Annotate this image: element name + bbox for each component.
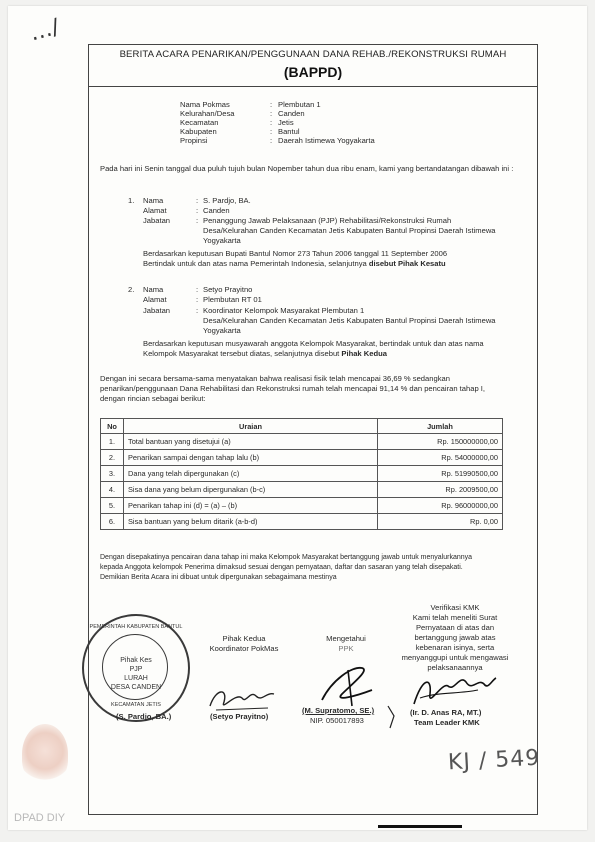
title-divider	[88, 86, 538, 87]
party-1-position: Penanggung Jawab Pelaksanaan (PJP) Rehabilitasi/Rekonstruksi Rumah	[203, 216, 452, 225]
location-value: Bantul	[278, 127, 300, 136]
party-2-address: Plembutan RT 01	[203, 295, 262, 304]
location-value: Daerah Istimewa Yogyakarta	[278, 136, 375, 145]
stamp-text: DESA CANDEN	[110, 684, 162, 691]
party-1-position: Yogyakarta	[203, 236, 241, 245]
row-number: 6.	[101, 514, 124, 530]
stamp-ring-text: PEMERINTAH KABUPATEN BANTUL	[89, 624, 183, 630]
row-amount: Rp. 150000000,00	[378, 434, 503, 450]
handwritten-reference: KJ / 549	[447, 745, 541, 776]
closing-line: Dengan disepakatinya pencairan dana tahap ini maka Kelompok Masyarakat bertanggung jawab untuk menyalurkannya	[100, 554, 473, 561]
pihak-kedua-title: Pihak Kedua	[222, 634, 266, 643]
party-2-position: Koordinator Kelompok Masyarakat Plembutan 1	[203, 306, 365, 315]
colon: :	[270, 136, 273, 145]
party-2-name: Setyo Prayitno	[203, 285, 253, 294]
row-description: Penarikan sampai dengan tahap lalu (b)	[124, 450, 378, 466]
statement-line: dengan rincian sebagai berikut:	[100, 394, 206, 403]
statement-line: penarikan/penggunaan Dana Rehabilitasi dan Rekonstruksi rumah telah mencapai 91,14 % dan pencairan tahap I,	[100, 384, 486, 393]
party-2-designation: Pihak Kedua	[341, 349, 387, 358]
location-label: Kabupaten	[180, 127, 217, 136]
row-description: Total bantuan yang disetujui (a)	[124, 434, 378, 450]
party-1-designation: disebut Pihak Kesatu	[368, 259, 446, 268]
verifikasi-line: bertanggung jawab atas	[414, 633, 496, 642]
closing-line: Demikian Berita Acara ini dibuat untuk dipergunakan sebagaimana mestinya	[100, 574, 337, 581]
row-number: 4.	[101, 482, 124, 498]
table-header-row	[101, 419, 503, 434]
row-number: 3.	[101, 466, 124, 482]
ppk-name: (M. Supratomo, SE.)	[302, 706, 375, 715]
field-label: Jabatan	[143, 306, 171, 315]
stamp-text: PJP	[129, 666, 143, 673]
column-header: Uraian	[124, 419, 378, 434]
colon: :	[270, 100, 273, 109]
rincian-table	[100, 418, 503, 530]
archive-logo	[22, 724, 68, 784]
pihak-kedua-role: Koordinator PokMas	[209, 644, 279, 653]
row-amount: Rp. 96000000,00	[378, 498, 503, 514]
intro-paragraph: Pada hari ini Senin tanggal dua puluh tujuh bulan Nopember tahun dua ribu enam, kami yang bertandatangan dibawah ini :	[100, 164, 514, 173]
colon: :	[196, 285, 199, 294]
party-1-name: S. Pardjo, BA.	[203, 196, 251, 205]
location-value: Plembutan 1	[278, 100, 321, 109]
verifikasi-line: menyanggupi untuk mengawasi	[401, 653, 509, 662]
column-header: Jumlah	[378, 419, 503, 434]
location-label: Kelurahan/Desa	[180, 109, 235, 118]
corner-mark: …/	[27, 14, 63, 47]
colon: :	[270, 118, 273, 127]
mengetahui-role: PPK	[338, 644, 354, 653]
table-row	[101, 498, 503, 514]
colon: :	[196, 306, 199, 315]
official-stamp	[82, 614, 190, 722]
closing-line: kepada Anggota kelompok Penerima dimaksud sesuai dengan pernyataan, daftar dan sasaran yang telah disepakati.	[100, 564, 463, 571]
row-description: Penarikan tahap ini (d) = (a) – (b)	[124, 498, 378, 514]
colon: :	[196, 206, 199, 215]
party-2-position: Yogyakarta	[203, 326, 241, 335]
party-2-basis	[143, 349, 387, 359]
field-label: Alamat	[143, 206, 167, 215]
party-2-position: Desa/Kelurahan Canden Kecamatan Jetis Kabupaten Bantul Propinsi Daerah Istimewa	[203, 316, 496, 325]
location-value: Canden	[278, 109, 305, 118]
field-label: Jabatan	[143, 216, 171, 225]
colon: :	[196, 196, 199, 205]
colon: :	[196, 216, 199, 225]
table-row	[101, 482, 503, 498]
stamp-center	[108, 656, 164, 692]
party-number: 2.	[128, 285, 135, 294]
statement-line: Dengan ini secara bersama-sama menyatakan bahwa realisasi fisik telah mencapai 36,69 % sedangkan	[100, 374, 450, 383]
party-1-position: Desa/Kelurahan Canden Kecamatan Jetis Kabupaten Bantul Propinsi Daerah Istimewa	[203, 226, 496, 235]
verifikasi-line: Kami telah meneliti Surat	[412, 613, 498, 622]
ppk-signature	[312, 660, 382, 710]
party-number: 1.	[128, 196, 135, 205]
stamp-bottom-text: KECAMATAN JETIS	[111, 702, 161, 708]
pihak-kedua-name: (Setyo Prayitno)	[210, 712, 269, 721]
mengetahui-title: Mengetahui	[326, 634, 366, 643]
row-description: Sisa dana yang belum dipergunakan (b-c)	[124, 482, 378, 498]
location-label: Kecamatan	[180, 118, 219, 127]
row-amount: Rp. 51990500,00	[378, 466, 503, 482]
verifikasi-line: pelaksanaannya	[427, 663, 483, 672]
kmk-name: (Ir. D. Anas RA, MT.)	[410, 708, 482, 717]
party-2-basis: Berdasarkan keputusan musyawarah anggota Kelompok Masyarakat, bertindak untuk dan atas nama	[143, 339, 484, 348]
pihak-kesatu-name: (S. Pardjo, BA.)	[116, 712, 172, 721]
party-1-basis	[143, 259, 446, 269]
table-row	[101, 434, 503, 450]
table-row	[101, 450, 503, 466]
verifikasi-line: Pernyataan di atas dan	[415, 623, 495, 632]
document-title: BERITA ACARA PENARIKAN/PENGGUNAAN DANA REHAB./REKONSTRUKSI RUMAH	[119, 49, 507, 60]
row-number: 5.	[101, 498, 124, 514]
scan-bar	[378, 825, 462, 828]
table-row	[101, 514, 503, 530]
colon: :	[196, 295, 199, 304]
verifikasi-line: Verifikasi KMK	[430, 603, 480, 612]
party-2-basis-text: Kelompok Masyarakat tersebut diatas, selanjutnya disebut	[143, 349, 342, 358]
archive-watermark: DPAD DIY	[14, 812, 66, 824]
party-1-address: Canden	[203, 206, 230, 215]
stamp-text: Pihak Kes	[120, 657, 152, 664]
row-amount: Rp. 2009500,00	[378, 482, 503, 498]
party-1-basis-text: Bertindak untuk dan atas nama Pemerintah Indonesia, selanjutnya	[143, 259, 369, 268]
location-label: Propinsi	[180, 136, 208, 145]
verifikasi-line: kebenaran isinya, serta	[415, 643, 495, 652]
party-1-basis: Berdasarkan keputusan Bupati Bantul Nomor 273 Tahun 2006 tanggal 11 September 2006	[143, 249, 448, 258]
row-number: 1.	[101, 434, 124, 450]
row-amount: Rp. 0,00	[378, 514, 503, 530]
colon: :	[270, 109, 273, 118]
stamp-text: LURAH	[124, 675, 148, 682]
row-number: 2.	[101, 450, 124, 466]
initial-mark	[384, 704, 398, 730]
field-label: Nama	[143, 285, 164, 294]
row-description: Sisa bantuan yang belum ditarik (a-b-d)	[124, 514, 378, 530]
field-label: Alamat	[143, 295, 167, 304]
kmk-role: Team Leader KMK	[414, 718, 480, 727]
colon: :	[270, 127, 273, 136]
ppk-nip: NIP. 050017893	[310, 716, 364, 725]
location-value: Jetis	[278, 118, 294, 127]
document-subtitle: (BAPPD)	[283, 64, 343, 80]
table-row	[101, 466, 503, 482]
column-header: No	[101, 419, 124, 434]
row-description: Dana yang telah dipergunakan (c)	[124, 466, 378, 482]
location-label: Nama Pokmas	[180, 100, 230, 109]
field-label: Nama	[143, 196, 164, 205]
pihak-kedua-signature	[206, 682, 278, 716]
row-amount: Rp. 54000000,00	[378, 450, 503, 466]
